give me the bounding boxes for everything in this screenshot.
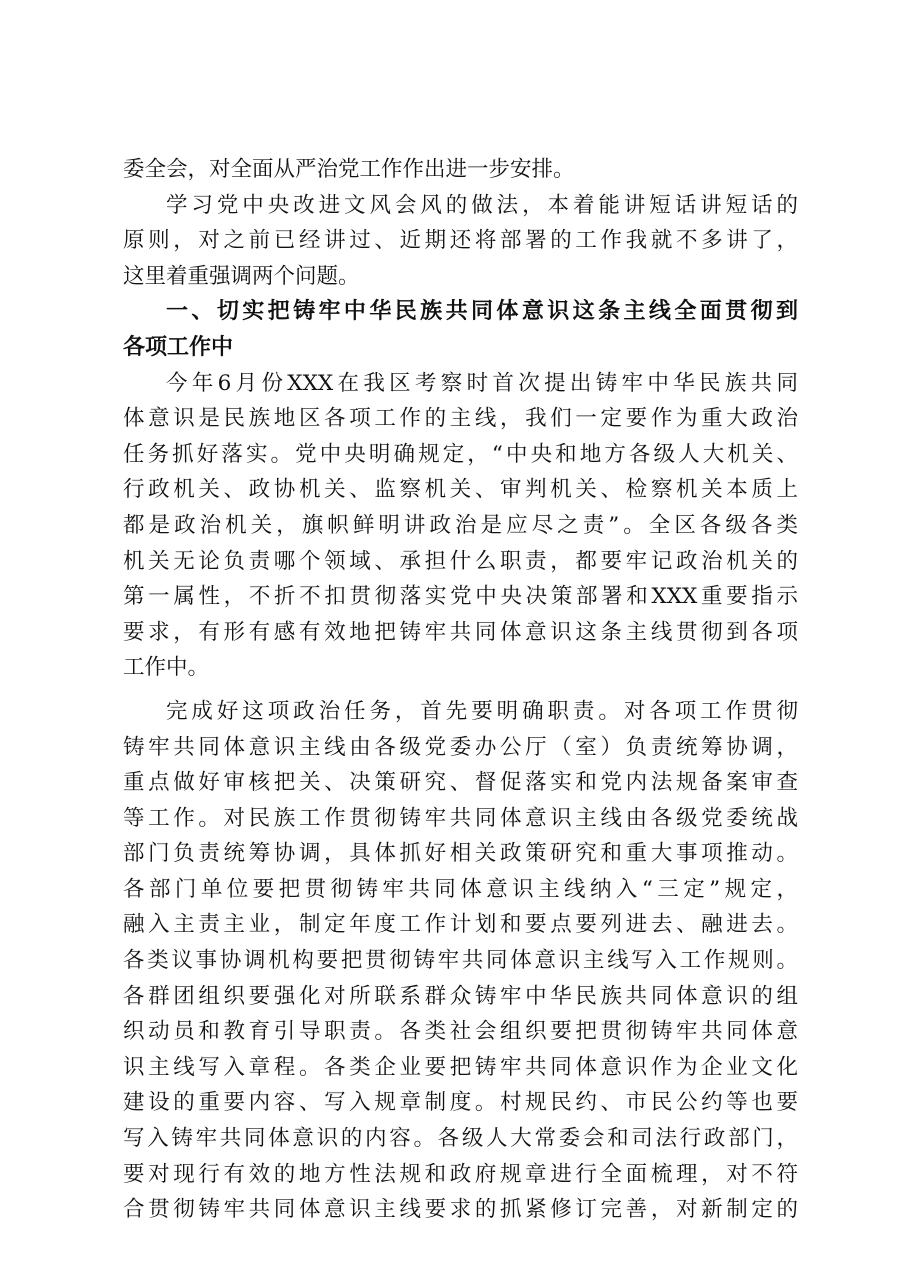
text-line: 今年6月份XXX在我区考察时首次提出铸牢中华民族共同 bbox=[166, 370, 798, 396]
text-line: 完成好这项政治任务，首先要明确职责。对各项工作贯彻 bbox=[166, 698, 798, 724]
text-line: 部门负责统筹协调，具体抓好相关政策研究和重大事项推动。 bbox=[123, 841, 798, 867]
text-line: 都是政治机关，旗帜鲜明讲政治是应尽之责”。全区各级各类 bbox=[123, 512, 798, 538]
text-line: 写入铸牢共同体意识的内容。各级人大常委会和司法行政部门， bbox=[123, 1126, 798, 1152]
text-line: 建设的重要内容、写入规章制度。村规民约、市民公约等也要 bbox=[123, 1090, 798, 1116]
text-line: 委全会，对全面从严治党工作作出进一步安排。 bbox=[123, 157, 575, 182]
text-line: 等工作。对民族工作贯彻铸牢共同体意识主线由各级党委统战 bbox=[123, 805, 798, 831]
text-line: 机关无论负责哪个领域、承担什么职责，都要牢记政治机关的 bbox=[123, 548, 798, 574]
paragraph-gap bbox=[123, 686, 798, 694]
heading-line: 各项工作中 bbox=[123, 334, 234, 360]
text-line: 行政机关、政协机关、监察机关、审判机关、检察机关本质上 bbox=[123, 477, 798, 503]
paragraph bbox=[123, 188, 798, 295]
text-line: 第一属性，不折不扣贯彻落实党中央决策部署和XXX重要指示 bbox=[123, 584, 798, 610]
text-line: 融入主责主业，制定年度工作计划和要点要列进去、融进去。 bbox=[123, 912, 798, 938]
text-line: 各群团组织要强化对所联系群众铸牢中华民族共同体意识的组 bbox=[123, 983, 798, 1009]
paragraph bbox=[123, 694, 798, 1228]
text-line: 原则，对之前已经讲过、近期还将部署的工作我就不多讲了， bbox=[123, 228, 798, 254]
text-line: 要对现行有效的地方性法规和政府规章进行全面梳理，对不符 bbox=[123, 1161, 798, 1187]
text-line: 各部门单位要把贯彻铸牢共同体意识主线纳入“三定”规定， bbox=[123, 876, 798, 902]
text-line: 识主线写入章程。各类企业要把铸牢共同体意识作为企业文化 bbox=[123, 1054, 798, 1080]
document-body bbox=[123, 152, 798, 1228]
text-line: 各类议事协调机构要把贯彻铸牢共同体意识主线写入工作规则。 bbox=[123, 948, 798, 974]
text-line: 学习党中央改进文风会风的做法，本着能讲短话讲短话的 bbox=[166, 192, 798, 218]
text-line: 重点做好审核把关、决策研究、督促落实和党内法规备案审查 bbox=[123, 770, 798, 796]
section-heading bbox=[123, 294, 798, 365]
paragraph bbox=[123, 366, 798, 686]
text-line: 织动员和教育引导职责。各类社会组织要把贯彻铸牢共同体意 bbox=[123, 1019, 798, 1045]
text-line: 合贯彻铸牢共同体意识主线要求的抓紧修订完善，对新制定的 bbox=[123, 1197, 798, 1223]
text-line: 铸牢共同体意识主线由各级党委办公厅（室）负责统筹协调， bbox=[123, 734, 798, 760]
text-line: 这里着重强调两个问题。 bbox=[123, 263, 360, 289]
heading-line: 一、切实把铸牢中华民族共同体意识这条主线全面贯彻到 bbox=[166, 299, 798, 325]
paragraph bbox=[123, 152, 798, 188]
text-line: 工作中。 bbox=[123, 655, 210, 681]
text-line: 任务抓好落实。党中央明确规定，“中央和地方各级人大机关、 bbox=[123, 441, 798, 467]
text-line: 体意识是民族地区各项工作的主线，我们一定要作为重大政治 bbox=[123, 406, 798, 432]
text-line: 要求，有形有感有效地把铸牢共同体意识这条主线贯彻到各项 bbox=[123, 619, 798, 645]
